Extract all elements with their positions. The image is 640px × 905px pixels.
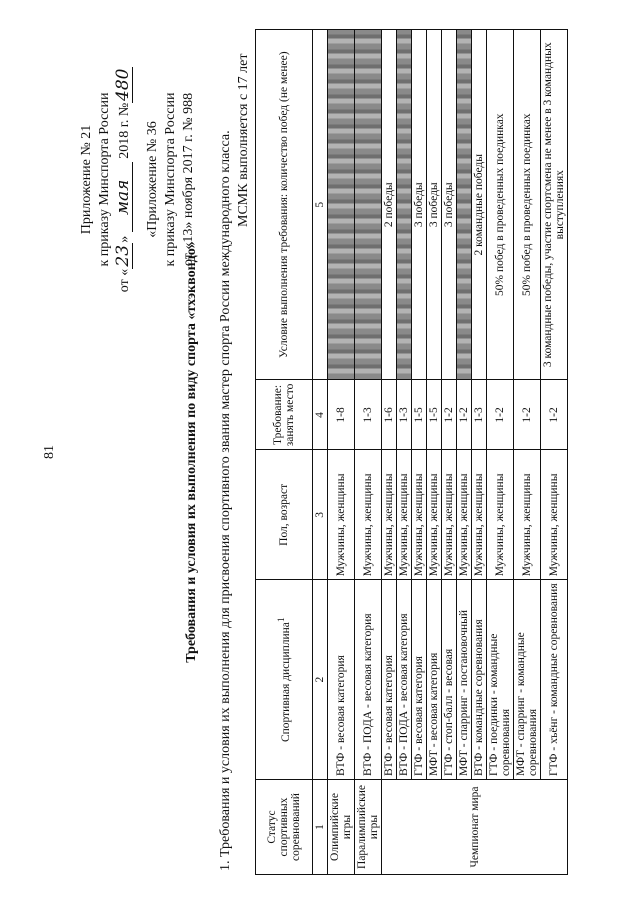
column-number: 1 xyxy=(313,780,328,875)
gender-age-cell: Мужчины, женщины xyxy=(355,450,382,580)
document-page xyxy=(30,17,610,887)
gender-age-cell: Мужчины, женщины xyxy=(328,450,355,580)
previous-order-date: от «13» ноября 2017 г. № 988 xyxy=(181,92,196,267)
age-note: МСМК выполняется с 17 лет xyxy=(236,53,251,227)
condition-cell: 2 командные победы xyxy=(472,30,487,380)
discipline-cell: ГТФ - весовая категория xyxy=(412,580,427,780)
condition-cell: 3 командные победы, участие спортсмена не менее в 3 командных выступлениях xyxy=(541,30,568,380)
appendix-order-ref: к приказу Минспорта России xyxy=(97,92,112,267)
discipline-cell: ВТФ - весовая категория xyxy=(382,580,397,780)
table-row xyxy=(457,30,472,875)
header-place: Требование: занять место xyxy=(256,380,313,450)
handwritten-number: 480 xyxy=(113,68,133,101)
place-cell: 1-2 xyxy=(514,380,541,450)
discipline-cell: МФТ - весовая категория xyxy=(427,580,442,780)
place-cell: 1-5 xyxy=(412,380,427,450)
gender-age-cell: Мужчины, женщины xyxy=(541,450,568,580)
previous-order-ref: к приказу Минспорта России xyxy=(163,92,178,267)
header-footnote: 1 xyxy=(276,617,288,623)
discipline-cell: ВТФ - командные соревнования xyxy=(472,580,487,780)
table-row xyxy=(427,30,442,875)
header-status: Статус спортивных соревнований xyxy=(256,780,313,875)
discipline-cell: МФТ - спарринг - постановочный xyxy=(457,580,472,780)
discipline-cell: ВТФ - ПОДА - весовая категория xyxy=(355,580,382,780)
condition-cell: 3 победы xyxy=(442,30,457,380)
gender-age-cell: Мужчины, женщины xyxy=(412,450,427,580)
column-number: 4 xyxy=(313,380,328,450)
place-cell: 1-3 xyxy=(397,380,412,450)
gender-age-cell: Мужчины, женщины xyxy=(442,450,457,580)
appendix-block xyxy=(78,17,198,342)
header-condition: Условие выполнения требования: количество побед (не менее) xyxy=(256,30,313,380)
table-row xyxy=(412,30,427,875)
column-number: 5 xyxy=(313,30,328,380)
condition-cell: 3 победы xyxy=(427,30,442,380)
condition-cell xyxy=(355,30,382,380)
column-numbers-row xyxy=(313,30,328,875)
place-cell: 1-2 xyxy=(541,380,568,450)
condition-cell: 50% побед в проведенных поединках xyxy=(487,30,514,380)
appendix-date-line: от «23» мая 2018 г. №480 xyxy=(113,68,133,293)
table-row xyxy=(442,30,457,875)
table-row xyxy=(355,30,382,875)
place-cell: 1-3 xyxy=(472,380,487,450)
header-discipline: Спортивная дисциплина$^1$ xyxy=(256,580,313,780)
place-cell: 1-6 xyxy=(382,380,397,450)
discipline-cell: ВТФ - весовая категория xyxy=(328,580,355,780)
column-number: 2 xyxy=(313,580,328,780)
discipline-cell: ВТФ - ПОДА - весовая категория xyxy=(397,580,412,780)
page-number: 81 xyxy=(42,445,57,459)
place-cell: 1-2 xyxy=(487,380,514,450)
appendix-title: Приложение № 21 xyxy=(79,124,94,235)
table-row xyxy=(397,30,412,875)
condition-cell xyxy=(457,30,472,380)
discipline-cell: МФТ - спарринг - командные соревнования xyxy=(514,580,541,780)
requirements-table xyxy=(255,29,568,875)
gender-age-cell: Мужчины, женщины xyxy=(514,450,541,580)
table-row xyxy=(541,30,568,875)
section-subtitle: 1. Требования и условия их выполнения для присвоения спортивного звания мастер спорта России международного класса. xyxy=(218,130,233,871)
handwritten-day: 23 xyxy=(114,243,133,269)
place-cell: 1-2 xyxy=(442,380,457,450)
place-cell: 1-3 xyxy=(355,380,382,450)
gender-age-cell: Мужчины, женщины xyxy=(427,450,442,580)
discipline-cell: ГТФ - поединки - командные соревнования xyxy=(487,580,514,780)
discipline-cell: ГТФ - стоп-балл - весовая xyxy=(442,580,457,780)
condition-cell: 50% побед в проведенных поединках xyxy=(514,30,541,380)
gender-age-cell: Мужчины, женщины xyxy=(382,450,397,580)
column-number: 3 xyxy=(313,450,328,580)
gender-age-cell: Мужчины, женщины xyxy=(472,450,487,580)
handwritten-month: мая xyxy=(114,162,133,232)
world-championship-cell: Чемпионат мира xyxy=(382,780,568,875)
table-row xyxy=(514,30,541,875)
gender-age-cell: Мужчины, женщины xyxy=(487,450,514,580)
condition-cell: 2 победы xyxy=(382,30,397,380)
condition-cell xyxy=(397,30,412,380)
table-row xyxy=(382,30,397,875)
place-cell: 1-2 xyxy=(457,380,472,450)
table-row xyxy=(487,30,514,875)
table-header-row xyxy=(256,30,313,875)
table-row xyxy=(328,30,355,875)
gender-age-cell: Мужчины, женщины xyxy=(457,450,472,580)
condition-cell: 3 победы xyxy=(412,30,427,380)
table-row xyxy=(472,30,487,875)
place-cell: 1-5 xyxy=(427,380,442,450)
condition-cell xyxy=(328,30,355,380)
discipline-cell: ГТФ - хъёнг - командные соревнования xyxy=(541,580,568,780)
place-cell: 1-8 xyxy=(328,380,355,450)
previous-appendix-title: «Приложение № 36 xyxy=(145,121,160,238)
gender-age-cell: Мужчины, женщины xyxy=(397,450,412,580)
header-gender-age: Пол, возраст xyxy=(256,450,313,580)
document-title: Требования и условия их выполнения по виду спорта «тхэквондо» xyxy=(184,241,199,663)
status-cell: Паралимпийские игры xyxy=(355,780,382,875)
status-cell: Олимпийские игры xyxy=(328,780,355,875)
